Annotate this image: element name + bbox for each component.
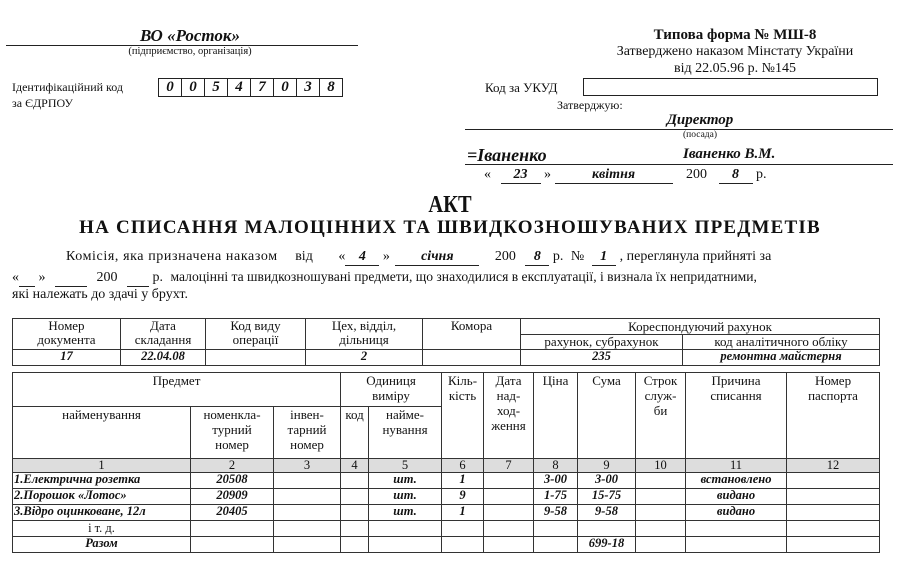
column-number: 5 [369, 459, 442, 473]
total-row [13, 537, 880, 553]
empty-cell [369, 521, 442, 537]
form-title: Типова форма № МШ-8 [653, 27, 817, 43]
intro-text-1: Комісія, яка призначена наказом [66, 249, 278, 264]
header-quantity: Кіль-кість [442, 373, 484, 459]
intro-l2-open-quote: « [12, 270, 19, 285]
edrpou-digit: 8 [327, 79, 335, 95]
column-number: 10 [636, 459, 686, 473]
organization-name: ВО «Росток» [140, 26, 240, 45]
intro-close-quote: » [382, 249, 390, 264]
item-nomenclature-number: 20909 [191, 489, 274, 505]
edrpou-label [12, 79, 123, 111]
table-row [13, 489, 880, 505]
item-reason: встановлено [686, 473, 787, 489]
edrpou-digit: 5 [205, 79, 228, 96]
approval-year-suffix: р. [756, 167, 767, 182]
column-numbers-row [13, 459, 880, 473]
item-passport [787, 473, 880, 489]
item-service-life [636, 489, 686, 505]
etc-row [13, 521, 880, 537]
date-close-quote: » [544, 167, 551, 182]
total-sum: 699-18 [578, 537, 636, 553]
item-unit-name: шт. [369, 489, 442, 505]
document-info-table [12, 318, 880, 366]
intro-l2-day-blank [19, 270, 35, 287]
empty-cell [636, 521, 686, 537]
edrpou-digit: 0 [159, 79, 182, 96]
item-sum: 3-00 [578, 473, 636, 489]
intro-open-quote: « [338, 249, 346, 264]
empty-cell [534, 521, 578, 537]
empty-cell [787, 537, 880, 553]
empty-cell [534, 537, 578, 553]
item-quantity: 1 [442, 473, 484, 489]
position-caption: (посада) [683, 130, 717, 140]
item-passport [787, 505, 880, 521]
empty-cell [686, 537, 787, 553]
etc-label: і т. д. [13, 521, 191, 537]
column-number: 6 [442, 459, 484, 473]
intro-l2-r: р. [152, 270, 163, 285]
column-number: 4 [341, 459, 369, 473]
empty-cell [191, 537, 274, 553]
edrpou-code-box [158, 78, 343, 97]
empty-cell [442, 521, 484, 537]
approval-year-prefix: 200 [686, 167, 707, 182]
item-service-life [636, 505, 686, 521]
intro-line-3: які належать до здачі у брухт. [12, 287, 188, 302]
item-name: 3.Відро оцинковане, 12л [13, 505, 191, 521]
header-inventory-number: інвен-тарний номер [274, 407, 341, 459]
approval-month: квітня [555, 167, 673, 184]
doc-date-value: 22.04.08 [121, 350, 206, 366]
organization-caption: (підприємство, організація) [128, 46, 252, 57]
department-value: 2 [306, 350, 423, 366]
intro-l2-year-prefix: 200 [96, 270, 118, 285]
header-nomenclature-number: номенкла-турний номер [191, 407, 274, 459]
item-price: 1-75 [534, 489, 578, 505]
order-number: 1 [592, 249, 616, 266]
intro-no-sign: № [570, 249, 585, 264]
item-nomenclature-number: 20508 [191, 473, 274, 489]
item-quantity: 9 [442, 489, 484, 505]
account-value: 235 [521, 350, 683, 366]
approver-position: Директор [666, 112, 734, 128]
approver-name: Іваненко В.М. [683, 146, 776, 162]
ukud-field[interactable] [583, 78, 878, 96]
edrpou-digit: 4 [228, 79, 251, 96]
column-number: 12 [787, 459, 880, 473]
item-unit-name: шт. [369, 505, 442, 521]
order-day: 4 [345, 249, 379, 266]
header-passport-number: Номер паспорта [787, 373, 880, 459]
empty-cell [484, 521, 534, 537]
item-unit-code [341, 505, 369, 521]
empty-cell [274, 521, 341, 537]
empty-cell [578, 521, 636, 537]
analytic-code-value: ремонтна майстерня [683, 350, 880, 366]
items-table [12, 372, 880, 553]
approved-line: Затверджено наказом Мінстату України [616, 44, 854, 59]
header-unit-code: код [341, 407, 369, 459]
header-operation-code: Код виду операції [206, 319, 306, 350]
edrpou-digit: 0 [182, 79, 205, 96]
order-month: січня [395, 249, 479, 266]
item-unit-code [341, 473, 369, 489]
item-nomenclature-number: 20405 [191, 505, 274, 521]
order-year-digit: 8 [525, 249, 549, 266]
header-corresponding-account: Кореспондуючий рахунок [521, 319, 880, 335]
intro-l2-year-blank [127, 270, 149, 287]
item-reason: видано [686, 489, 787, 505]
doc-number-value: 17 [13, 350, 121, 366]
item-unit-name: шт. [369, 473, 442, 489]
document-title: АКТ [428, 192, 472, 218]
empty-cell [274, 537, 341, 553]
header-account-subaccount: рахунок, субрахунок [521, 335, 683, 350]
header-sum: Сума [578, 373, 636, 459]
header-write-off-reason: Причина списання [686, 373, 787, 459]
header-analytic-code: код аналітичного обліку [683, 335, 880, 350]
intro-line-2 [12, 269, 757, 287]
item-price: 3-00 [534, 473, 578, 489]
table-row [13, 505, 880, 521]
date-open-quote: « [484, 167, 491, 182]
approved-date: від 22.05.96 р. №145 [674, 61, 796, 76]
intro-text-2: від [295, 249, 313, 264]
empty-cell [442, 537, 484, 553]
empty-cell [686, 521, 787, 537]
item-sum: 9-58 [578, 505, 636, 521]
header-doc-number: Номер документа [13, 319, 121, 350]
item-inventory-number [274, 489, 341, 505]
intro-l2-close-quote: » [38, 270, 46, 285]
column-number: 9 [578, 459, 636, 473]
ukud-label: Код за УКУД [485, 80, 558, 95]
header-department: Цех, відділ, дільниця [306, 319, 423, 350]
item-reason: видано [686, 505, 787, 521]
item-price: 9-58 [534, 505, 578, 521]
approval-year-digit: 8 [719, 167, 753, 184]
column-number: 2 [191, 459, 274, 473]
header-storage: Комора [423, 319, 521, 350]
item-receipt-date [484, 489, 534, 505]
intro-text-3: , переглянула прийняті за [619, 249, 772, 264]
approval-day: 23 [501, 167, 541, 184]
header-name: найменування [13, 407, 191, 459]
item-name: 2.Порошок «Лотос» [13, 489, 191, 505]
item-name: 1.Електрична розетка [13, 473, 191, 489]
intro-l2-month-blank [55, 270, 87, 287]
item-receipt-date [484, 505, 534, 521]
header-doc-date: Дата складання [121, 319, 206, 350]
empty-cell [636, 537, 686, 553]
header-item: Предмет [13, 373, 341, 407]
item-sum: 15-75 [578, 489, 636, 505]
approval-date [484, 167, 767, 184]
column-number: 11 [686, 459, 787, 473]
header-unit-name: найме-нування [369, 407, 442, 459]
header-unit: Одиниця виміру [341, 373, 442, 407]
item-inventory-number [274, 505, 341, 521]
item-receipt-date [484, 473, 534, 489]
document-subtitle: НА СПИСАННЯ МАЛОЦІННИХ ТА ШВИДКОЗНОШУВАНИХ ПРЕДМЕТІВ [79, 217, 821, 238]
item-unit-code [341, 489, 369, 505]
intro-r: р. [552, 249, 564, 264]
column-number: 7 [484, 459, 534, 473]
column-number: 3 [274, 459, 341, 473]
empty-cell [341, 521, 369, 537]
signature-underline [465, 164, 893, 165]
empty-cell [341, 537, 369, 553]
header-price: Ціна [534, 373, 578, 459]
edrpou-label-line1: Ідентифікаційний код [12, 80, 124, 94]
item-quantity: 1 [442, 505, 484, 521]
order-year-prefix: 200 [494, 249, 516, 264]
table-row [13, 473, 880, 489]
edrpou-digit: 3 [297, 79, 320, 96]
column-number: 8 [534, 459, 578, 473]
total-label: Разом [13, 537, 191, 553]
header-receipt-date: Дата над-ход-ження [484, 373, 534, 459]
empty-cell [787, 521, 880, 537]
item-passport [787, 489, 880, 505]
operation-code-value [206, 350, 306, 366]
header-service-life: Строк служ-би [636, 373, 686, 459]
approver-signature: =Іваненко [467, 145, 547, 165]
intro-line-1 [66, 249, 771, 266]
storage-value [423, 350, 521, 366]
item-inventory-number [274, 473, 341, 489]
empty-cell [484, 537, 534, 553]
empty-cell [191, 521, 274, 537]
intro-l2-text: малоцінні та швидкозношувані предмети, що знаходилися в експлуатації, і визнала їх непридатними, [170, 269, 757, 284]
approve-label: Затверджую: [557, 98, 623, 112]
edrpou-digit: 0 [274, 79, 297, 96]
column-number: 1 [13, 459, 191, 473]
item-service-life [636, 473, 686, 489]
edrpou-label-line2: за ЄДРПОУ [12, 96, 74, 110]
empty-cell [369, 537, 442, 553]
edrpou-digit: 7 [251, 79, 274, 96]
